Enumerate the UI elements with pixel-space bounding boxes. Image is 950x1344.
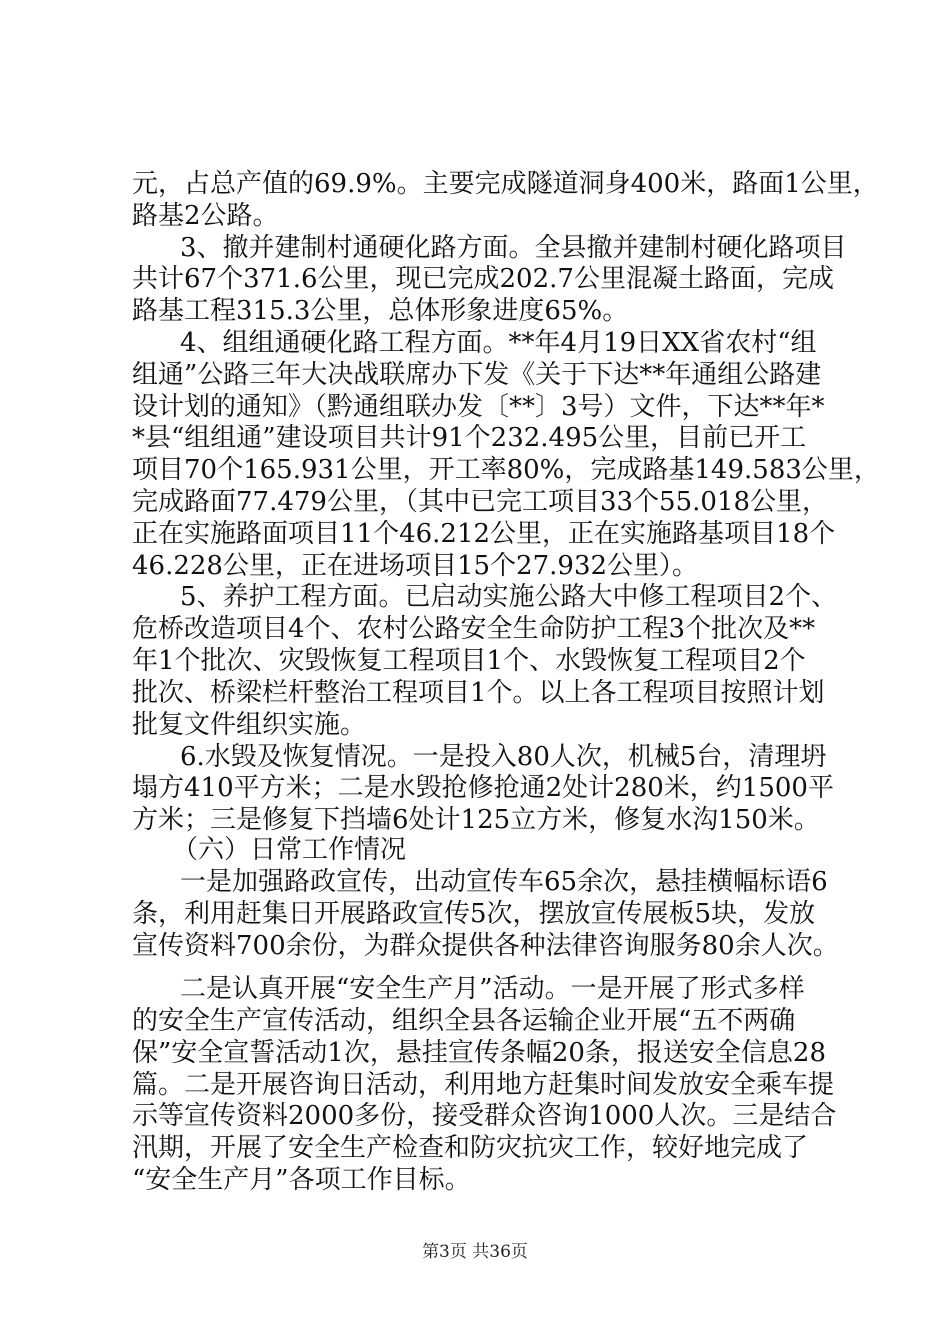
page-number-footer: 第3页 共36页 — [422, 1242, 528, 1262]
text-line: 一是加强路政宣传，出动宣传车65余次，悬挂横幅标语6 — [180, 867, 828, 897]
text-line: 46.228公里，正在进场项目15个27.932公里）。 — [132, 551, 699, 581]
text-line: 汛期，开展了安全生产检查和防灾抗灾工作，较好地完成了 — [132, 1133, 809, 1163]
text-line: 元，占总产值的69.9%。主要完成隧道洞身400米，路面1公里， — [132, 169, 879, 199]
text-line: 示等宣传资料2000多份，接受群众咨询1000人次。三是结合 — [132, 1101, 837, 1131]
text-line: 保”安全宣誓活动1次，悬挂宣传条幅20条，报送安全信息28 — [132, 1038, 827, 1068]
text-line: 项目70个165.931公里，开工率80%，完成路基149.583公里， — [132, 455, 880, 485]
text-line: 年1个批次、灾毁恢复工程项目1个、水毁恢复工程项目2个 — [132, 646, 806, 676]
text-line: 条，利用赶集日开展路政宣传5次，摆放宣传展板5块，发放 — [132, 899, 816, 929]
text-line: 二是认真开展“安全生产月”活动。一是开展了形式多样 — [180, 974, 805, 1004]
text-line: 塌方410平方米；二是水毁抢修抢通2处计280米，约1500平 — [132, 773, 834, 803]
text-line: 危桥改造项目4个、农村公路安全生命防护工程3个批次及** — [132, 614, 816, 644]
text-line: 3、撤并建制村通硬化路方面。全县撤并建制村硬化路项目 — [180, 233, 847, 263]
text-line: 路基工程315.3公里，总体形象进度65%。 — [132, 296, 629, 326]
text-line: 共计67个371.6公里，现已完成202.7公里混凝土路面，完成 — [132, 264, 834, 294]
text-line: *县“组组通”建设项目共计91个232.495公里，目前已开工 — [132, 423, 807, 453]
text-line: 宣传资料700余份，为群众提供各种法律咨询服务80余人次。 — [132, 931, 839, 961]
text-line: 正在实施路面项目11个46.212公里，正在实施路基项目18个 — [132, 519, 836, 549]
text-line: 6.水毁及恢复情况。一是投入80人次，机械5台，清理坍 — [180, 742, 827, 772]
text-line: 5、养护工程方面。已启动实施公路大中修工程项目2个、 — [180, 582, 838, 612]
text-line: 4、组组通硬化路工程方面。**年4月19日XX省农村“组 — [180, 328, 817, 358]
text-line: 组通”公路三年大决战联席办下发《关于下达**年通组公路建 — [132, 360, 822, 390]
text-line: 批次、桥梁栏杆整治工程项目1个。以上各工程项目按照计划 — [132, 678, 825, 708]
text-line: 路基2公路。 — [132, 201, 279, 231]
text-line: 方米；三是修复下挡墙6处计125立方米，修复水沟150米。 — [132, 805, 820, 835]
text-line: 批复文件组织实施。 — [132, 710, 367, 740]
text-line: 篇。二是开展咨询日活动，利用地方赶集时间发放安全乘车提 — [132, 1070, 835, 1100]
text-line: 设计划的通知》（黔通组联办发〔**〕3号）文件，下达**年* — [132, 392, 825, 422]
text-line: “安全生产月”各项工作目标。 — [132, 1165, 471, 1195]
text-line: 完成路面77.479公里，（其中已完工项目33个55.018公里， — [132, 487, 829, 517]
text-line: 的安全生产宣传活动，组织全县各运输企业开展“五不两确 — [132, 1006, 796, 1036]
section-heading: （六）日常工作情况 — [172, 835, 407, 865]
